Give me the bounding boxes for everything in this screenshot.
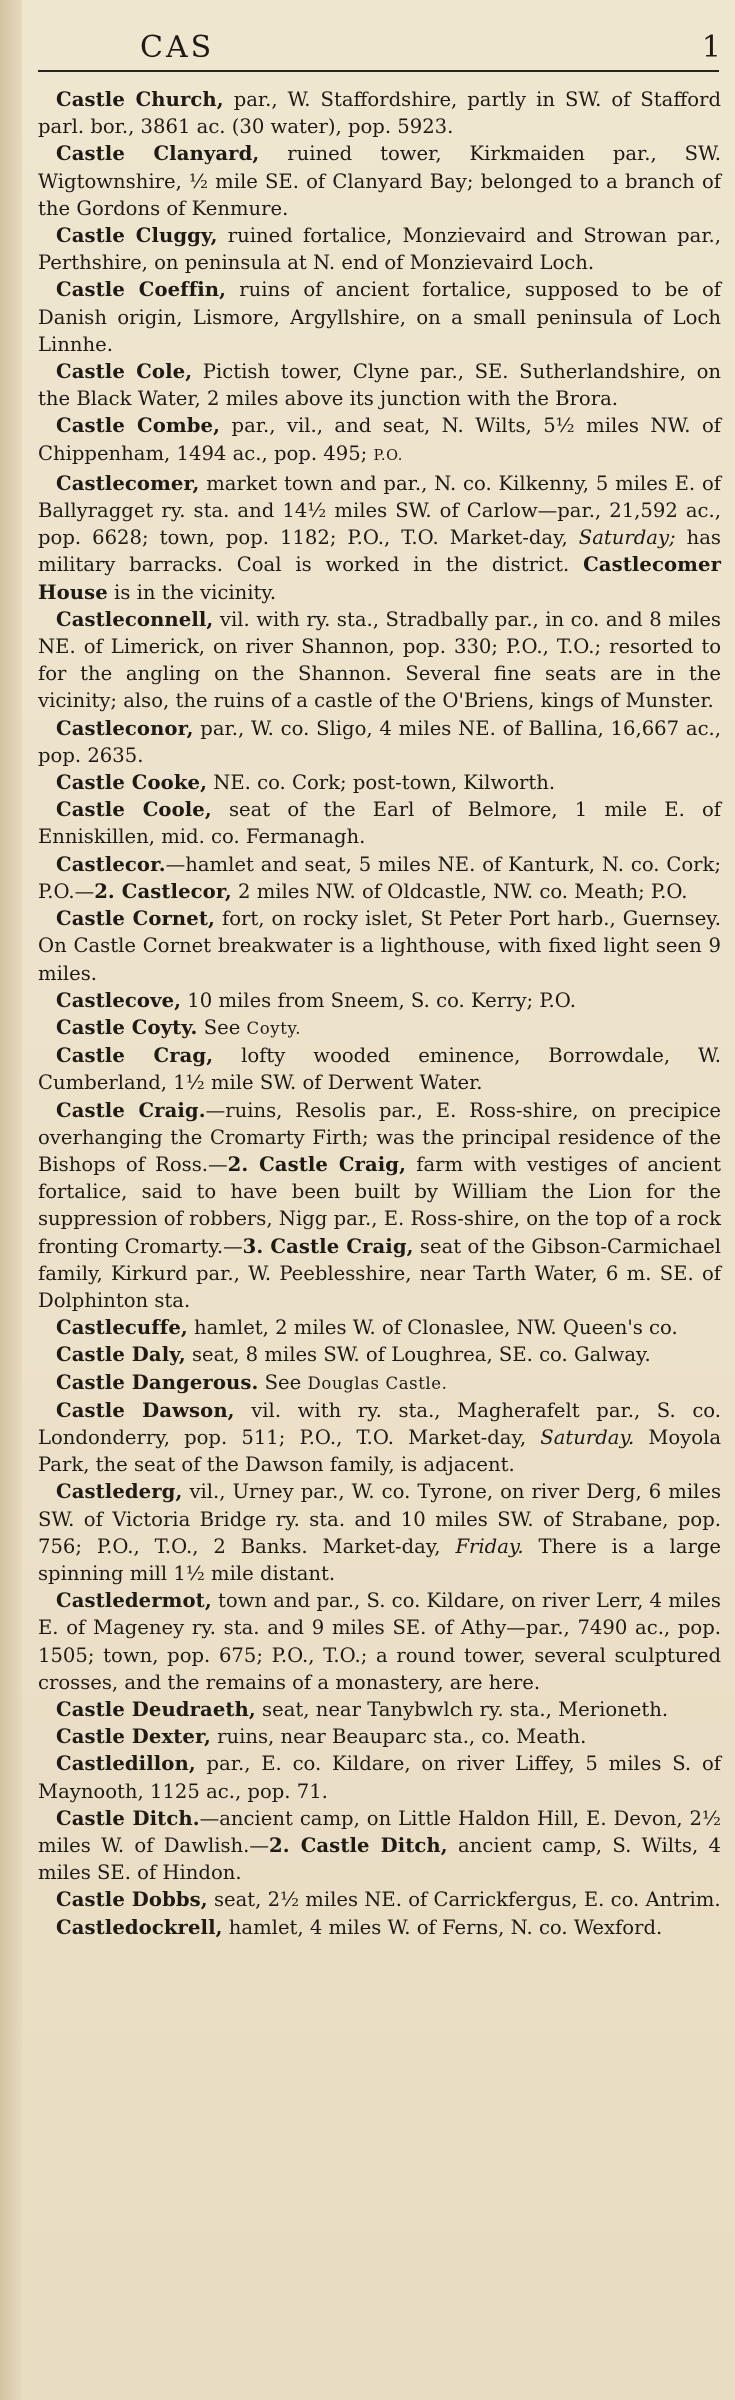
entry-list xyxy=(38,86,721,1941)
page-number: 1 xyxy=(701,30,721,65)
entry-headword: Castledillon, xyxy=(56,1752,196,1776)
entry-headword: Castle Crag, xyxy=(56,1044,214,1068)
entry-headword: Castle Coeffin, xyxy=(56,278,227,302)
entry-text-cont: ancient camp, S. Wilts, 4 miles SE. of Hindon. xyxy=(38,1834,721,1885)
entry-text: vil. with ry. sta., Stradbally par., in co. and 8 miles NE. of Limerick, on river Shannon, pop. 330; P.O., T.O.; resorted to for the angling on the Shannon. Several fine seats are in the vicinity; also, the ruins of a castle of the O'Briens, kings of Munster. xyxy=(38,607,721,713)
entry-text-cont: There is a large spinning mill 1½ mile distant. xyxy=(38,1534,721,1585)
entry-text: par., E. co. Kildare, on river Liffey, 5 miles S. of Maynooth, 1125 ac., pop. 71. xyxy=(38,1752,721,1803)
gazetteer-entry xyxy=(38,1014,721,1042)
entry-headword: Castle Dobbs, xyxy=(56,1888,208,1912)
running-head xyxy=(38,26,719,72)
gazetteer-entry xyxy=(38,715,721,769)
gazetteer-entry xyxy=(38,851,721,905)
gazetteer-entry xyxy=(38,606,721,715)
entry-text: market town and par., N. co. Kilkenny, 5 miles E. of Ballyragget ry. sta. and 14½ miles SW. of Carlow—par., 21,592 ac., pop. 6628; town, pop. 1182; P.O., T.O. Market-day, xyxy=(38,471,721,550)
entry-subheadword: 2. Castlecor, xyxy=(94,879,232,903)
entry-text: 10 miles from Sneem, S. co. Kerry; P.O. xyxy=(181,988,576,1012)
entry-text: fort, on rocky islet, St Peter Port harb., Guernsey. On Castle Cornet breakwater is a lighthouse, with fixed light seen 9 miles. xyxy=(38,907,721,985)
entry-headword: Castle Cornet, xyxy=(56,907,215,931)
gazetteer-entry xyxy=(38,1314,721,1341)
entry-text: ruins of ancient fortalice, supposed to be of Danish origin, Lismore, Argyllshire, on a small peninsula of Loch Linnhe. xyxy=(38,278,721,356)
entry-subheadword: 2. Castle Ditch, xyxy=(269,1834,448,1857)
entry-post-office-note: P.O. xyxy=(373,447,403,464)
entry-market-day: Saturday. xyxy=(540,1425,635,1449)
entry-text: seat of the Earl of Belmore, 1 mile E. of Enniskillen, mid. co. Fermanagh. xyxy=(38,798,722,849)
entry-text: par., W. Staffordshire, partly in SW. of Stafford parl. bor., 3861 ac. (30 water), pop. 5923. xyxy=(38,88,721,139)
gazetteer-entry xyxy=(38,905,721,987)
entry-subheadword: 2. Castle Craig, xyxy=(227,1152,407,1176)
gazetteer-entry xyxy=(38,140,721,222)
entry-text: seat, 2½ miles NE. of Carrickfergus, E. co. Antrim. xyxy=(207,1888,721,1912)
gazetteer-entry xyxy=(38,1723,721,1750)
gazetteer-entry xyxy=(38,1478,721,1587)
entry-text-cont: has military barracks. Coal is worked in the district. xyxy=(38,526,721,577)
entry-cross-reference: Douglas Castle. xyxy=(307,1373,448,1393)
running-head-word: CAS xyxy=(140,30,215,65)
entry-headword: Castlederg, xyxy=(56,1480,183,1504)
entry-headword: Castle Deudraeth, xyxy=(56,1697,256,1721)
gazetteer-entry xyxy=(38,412,721,469)
gazetteer-entry xyxy=(38,470,721,606)
entry-text: —hamlet and seat, 5 miles NE. of Kanturk, N. co. Cork; P.O.— xyxy=(38,852,721,903)
entry-text: town and par., S. co. Kildare, on river Lerr, 4 miles E. of Mageney ry. sta. and 9 miles SE. of Athy—par., 7490 ac., pop. 1505; town, pop. 675; P.O., T.O.; a round tower, several sculptured crosses, and the remains of a monastery, are here. xyxy=(38,1589,721,1694)
entry-headword: Castle Cooke, xyxy=(56,771,207,795)
entry-text: —ancient camp, on Little Haldon Hill, E. Devon, 2½ miles W. of Dawlish.— xyxy=(38,1806,721,1857)
entry-headword: Castle Coole, xyxy=(56,798,212,822)
entry-headword: Castlecomer, xyxy=(56,471,200,495)
gazetteer-entry xyxy=(38,1341,721,1368)
gazetteer-entry xyxy=(38,796,721,850)
entry-headword: Castledockrell, xyxy=(56,1915,223,1939)
entry-headword: Castleconnell, xyxy=(56,607,214,631)
gazetteer-entry xyxy=(38,1750,721,1804)
entry-headword: Castle Cole, xyxy=(56,360,193,384)
entry-text: ruined fortalice, Monzievaird and Strowan par., Perthshire, on peninsula at N. end of Monzievaird Loch. xyxy=(38,224,721,275)
entry-text: NE. co. Cork; post-town, Kilworth. xyxy=(207,771,556,795)
entry-text: —ruins, Resolis par., E. Ross-shire, on precipice overhanging the Cromarty Firth; was the principal residence of the Bishops of Ross.— xyxy=(38,1098,721,1176)
gazetteer-entry xyxy=(38,86,721,140)
gazetteer-entry xyxy=(38,1696,721,1723)
entry-text-cont: seat of the Gibson-Carmichael family, Kirkurd par., W. Peeblesshire, near Tarth Water, 6 m. SE. of Dolphinton sta. xyxy=(38,1234,721,1312)
entry-text: par., W. co. Sligo, 4 miles NE. of Ballina, 16,667 ac., pop. 2635. xyxy=(38,716,721,767)
entry-text: seat, 8 miles SW. of Loughrea, SE. co. Galway. xyxy=(185,1343,651,1367)
gazetteer-entry xyxy=(38,1886,721,1913)
gazetteer-entry xyxy=(38,987,721,1014)
gazetteer-entry xyxy=(38,276,721,358)
entry-headword: Castle Coyty. xyxy=(56,1015,198,1039)
entry-text-cont: Moyola Park, the seat of the Dawson family, is adjacent. xyxy=(38,1425,722,1477)
gazetteer-entry xyxy=(38,1805,721,1887)
entry-text: See xyxy=(258,1370,308,1394)
gazetteer-entry xyxy=(38,1587,721,1696)
entry-headword: Castle Daly, xyxy=(56,1343,186,1367)
entry-text: ruins, near Beauparc sta., co. Meath. xyxy=(210,1725,587,1749)
gazetteer-entry xyxy=(38,1914,721,1941)
entry-text: Pictish tower, Clyne par., SE. Sutherlandshire, on the Black Water, 2 miles above its junction with the Brora. xyxy=(38,360,721,411)
gazetteer-entry xyxy=(38,1097,721,1315)
entry-text: hamlet, 2 miles W. of Clonaslee, NW. Queen's co. xyxy=(187,1316,678,1340)
entry-text: vil., Urney par., W. co. Tyrone, on river Derg, 6 miles SW. of Victoria Bridge ry. sta. and 10 miles SW. of Strabane, pop. 756; P.O., T.O., 2 Banks. Market-day, xyxy=(38,1480,721,1558)
entry-text-cont: is in the vicinity. xyxy=(107,580,277,604)
gazetteer-entry xyxy=(38,1042,721,1096)
gazetteer-entry xyxy=(38,1397,721,1479)
gazetteer-entry xyxy=(38,222,721,276)
gazetteer-entry xyxy=(38,1369,721,1397)
entry-text: lofty wooded eminence, Borrowdale, W. Cumberland, 1½ mile SW. of Derwent Water. xyxy=(38,1044,721,1095)
entry-market-day: Friday. xyxy=(455,1534,524,1558)
entry-text: seat, near Tanybwlch ry. sta., Merioneth. xyxy=(255,1697,669,1721)
entry-market-day: Saturday; xyxy=(578,526,676,550)
entry-text: vil. with ry. sta., Magherafelt par., S. co. Londonderry, pop. 511; P.O., T.O. Market-day, xyxy=(38,1398,721,1449)
entry-headword: Castle Church, xyxy=(56,88,224,111)
entry-headword: Castle Cluggy, xyxy=(56,224,218,248)
entry-headword: Castlecor. xyxy=(56,852,166,876)
entry-text-cont: 2 miles NW. of Oldcastle, NW. co. Meath; P.O. xyxy=(231,879,688,903)
entry-text: hamlet, 4 miles W. of Ferns, N. co. Wexford. xyxy=(222,1915,663,1939)
entry-text: par., vil., and seat, N. Wilts, 5½ miles NW. of Chippenham, 1494 ac., pop. 495; xyxy=(38,414,721,465)
entry-headword: Castle Dangerous. xyxy=(56,1370,259,1394)
entry-text: See xyxy=(197,1015,247,1039)
entry-cross-reference: Coyty. xyxy=(246,1018,302,1038)
entry-headword: Castlecove, xyxy=(56,988,182,1012)
entry-headword: Castle Combe, xyxy=(56,414,221,438)
page-gutter-shadow xyxy=(0,0,22,2400)
entry-headword: Castledermot, xyxy=(56,1589,212,1613)
gazetteer-entry xyxy=(38,769,721,796)
entry-subheadword: 3. Castle Craig, xyxy=(242,1234,414,1258)
entry-headword: Castleconor, xyxy=(56,716,194,740)
entry-text-cont: farm with vestiges of ancient fortalice, said to have been built by William the Lion for the suppression of robbers, Nigg par., E. Ross-shire, on the top of a rock fronting Cromarty.— xyxy=(38,1152,721,1258)
entry-headword: Castle Ditch. xyxy=(56,1806,200,1830)
entry-headword: Castle Dawson, xyxy=(56,1398,235,1422)
entry-text: ruined tower, Kirkmaiden par., SW. Wigtownshire, ½ mile SE. of Clanyard Bay; belonged to a branch of the Gordons of Kenmure. xyxy=(38,142,721,220)
gazetteer-entry xyxy=(38,358,721,412)
entry-headword: Castlecuffe, xyxy=(56,1316,188,1340)
entry-headword: Castle Clanyard, xyxy=(56,142,260,166)
entry-subheadword: Castlecomer House xyxy=(38,553,721,604)
entry-headword: Castle Craig. xyxy=(56,1098,206,1122)
entry-headword: Castle Dexter, xyxy=(56,1725,211,1749)
